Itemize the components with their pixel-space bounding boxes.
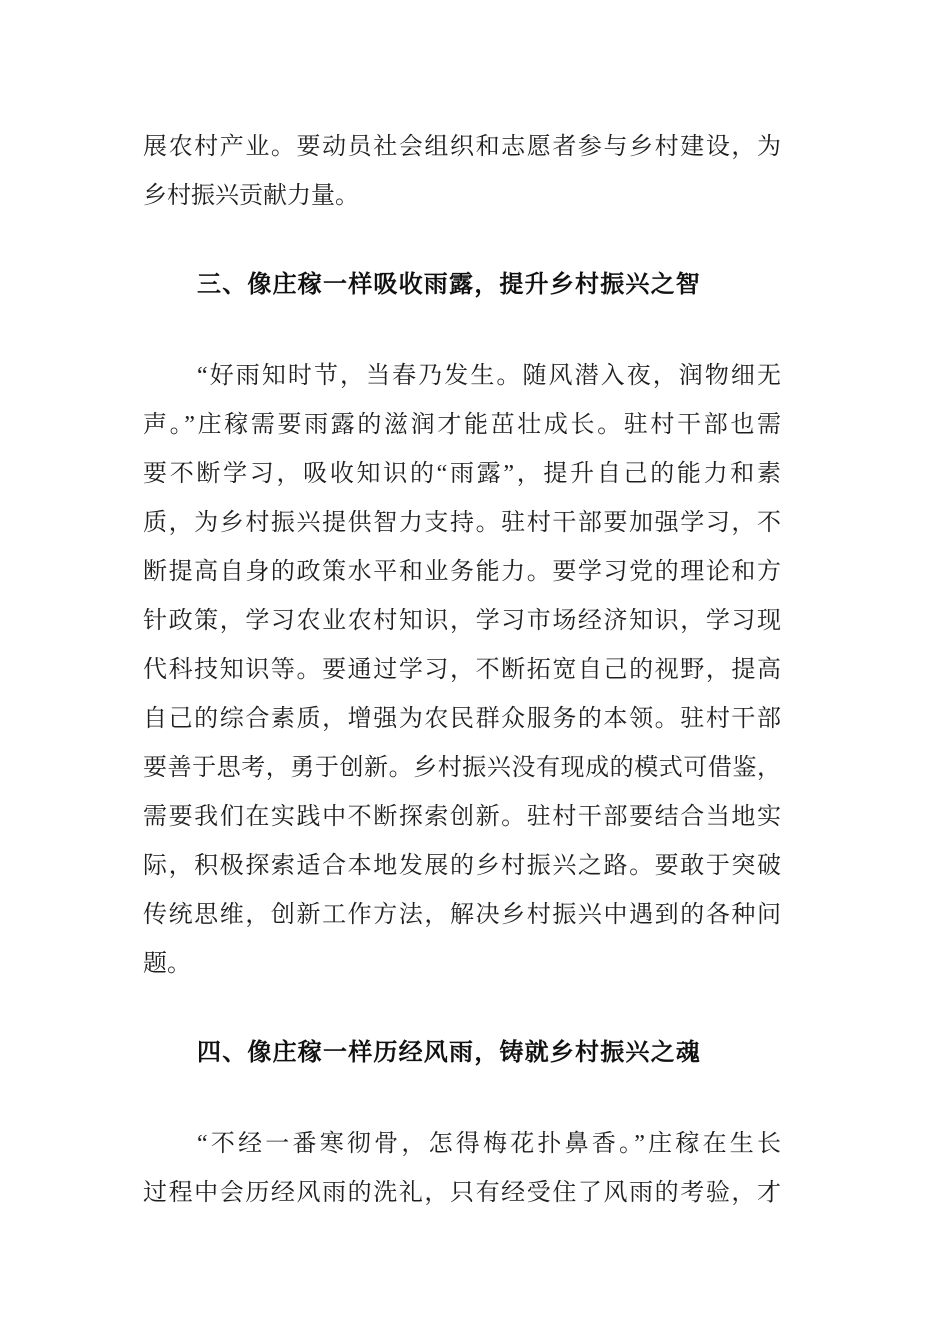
text-line: 传统思维，创新工作方法，解决乡村振兴中遇到的各种问 (143, 902, 781, 928)
text-line: 三、像庄稼一样吸收雨露，提升乡村振兴之智 (197, 272, 701, 298)
text-line: “不经一番寒彻骨，怎得梅花扑鼻香。”庄稼在生长 (197, 1131, 781, 1157)
paragraph-continuation (143, 123, 781, 221)
text-line: 要善于思考，勇于创新。乡村振兴没有现成的模式可借鉴， (143, 755, 781, 781)
text-line: 自己的综合素质，增强为农民群众服务的本领。驻村干部 (143, 706, 781, 732)
text-line: 质，为乡村振兴提供智力支持。驻村干部要加强学习，不 (143, 510, 781, 536)
section-heading (143, 1029, 781, 1078)
text-line: 声。”庄稼需要雨露的滋润才能茁壮成长。驻村干部也需 (143, 412, 781, 438)
text-line: 际，积极探索适合本地发展的乡村振兴之路。要敢于突破 (143, 853, 781, 879)
text-line: 四、像庄稼一样历经风雨，铸就乡村振兴之魂 (197, 1040, 701, 1066)
text-line: 过程中会历经风雨的洗礼，只有经受住了风雨的考验，才 (143, 1180, 781, 1206)
text-line: 断提高自身的政策水平和业务能力。要学习党的理论和方 (143, 559, 781, 585)
text-line: “好雨知时节，当春乃发生。随风潜入夜，润物细无 (197, 363, 781, 389)
section-heading (143, 261, 781, 310)
body-paragraph (143, 1120, 781, 1218)
text-line: 需要我们在实践中不断探索创新。驻村干部要结合当地实 (143, 804, 781, 830)
text-line: 代科技知识等。要通过学习，不断拓宽自己的视野，提高 (143, 657, 781, 683)
text-line: 展农村产业。要动员社会组织和志愿者参与乡村建设，为 (143, 134, 781, 160)
text-line: 针政策，学习农业农村知识，学习市场经济知识，学习现 (143, 608, 781, 634)
text-line: 要不断学习，吸收知识的“雨露”，提升自己的能力和素 (143, 461, 781, 487)
text-line: 题。 (143, 951, 191, 977)
body-paragraph (143, 352, 781, 989)
text-line: 乡村振兴贡献力量。 (143, 183, 359, 209)
